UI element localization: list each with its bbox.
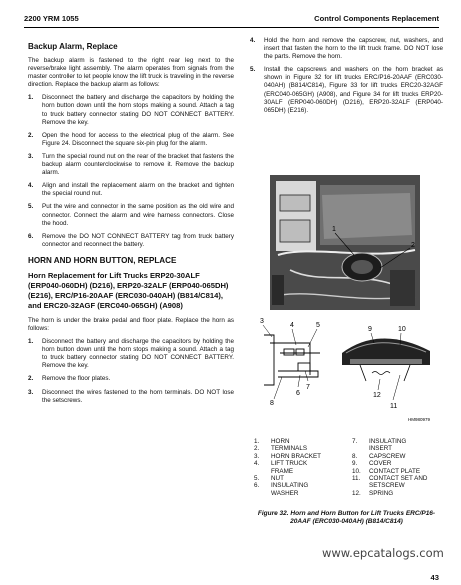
callout-9: 9 [368,326,372,333]
backup-step: 4. Align and install the replacement alarm on the bracket and tighten the special round nut. [28,182,234,198]
horn-steps [28,338,234,405]
figure-code: HM980979 [407,417,430,422]
horn-step: 3. Disconnect the wires fastened to the horn terminals. DO NOT lose the setscrews. [28,388,234,404]
legend-item: 8. CAPSCREW [352,452,406,460]
callout-10: 10 [398,326,406,333]
horn-section-heading: HORN AND HORN BUTTON, REPLACE [28,255,177,265]
legend-item: 4. LIFT TRUCK FRAME [254,460,308,475]
legend-item: 5. NUT [254,475,284,483]
legend-item: 2. TERMINALS [254,445,308,453]
backup-step: 5. Put the wire and connector in the same position as the old wire and connector. Connect the alarm and wire harness connectors. Close the hood. [28,203,234,227]
callout-3: 3 [260,318,264,325]
legend-item: 11. CONTACT SET AND SETSCREW [352,475,428,490]
callout-8: 8 [270,400,274,407]
backup-step: 2. Open the hood for access to the electrical plug of the alarm. See Figure 24. Disconnect the square six-pin plug for the alarm. [28,131,234,147]
page-number: 43 [430,573,439,582]
legend-right [352,438,448,497]
legend-item: 6. INSULATING WASHER [254,482,309,497]
backup-alarm-heading: Backup Alarm, Replace [28,42,118,51]
callout-7: 7 [306,384,310,391]
horn-intro: The horn is under the brake pedal and floor plate. Replace the horn as follows: [28,316,234,332]
horn-subheading: Horn Replacement for Lift Trucks ERP20-30ALF (ERP040-060DH) (D216), ERP20-32ALF (ERP040-065DH) (E216), ERC/P16-20AAF (ERC030-040AH) (B814/C814), and ERC20-32AGF (ERC040-065GH) (A908) [28,270,229,310]
section-title: Control Components Replacement [314,14,439,23]
page-header [24,14,439,26]
horn-step: 2. Remove the floor plates. [28,375,111,383]
legend-item: 9. COVER [352,460,392,468]
horn-step: 5. Install the capscrews and washers on the horn bracket as shown in Figure 32 for lift trucks ERC/P16-20AAF (ERC030-040AH) (B814/C814), Figure 33 for lift trucks ERC20-32AGF (ERC040-065GH) (A908), and Figure 34 for lift trucks ERP20-30ALF (ERP040-060DH) (D216), ERP20-32ALF (ERP040-065DH) (E216). [250,66,443,114]
backup-step: 6. Remove the DO NOT CONNECT BATTERY tag from truck battery connector and reconnect the battery. [28,232,234,248]
legend-item: 1. HORN [254,438,290,445]
watermark: www.epcatalogs.com [322,546,444,560]
horn-photo [270,175,420,310]
callout-11: 11 [390,403,398,410]
backup-step: 3. Turn the special round nut on the rear of the bracket that fastens the backup alarm counterclockwise to remove it. Remove the backup alarm. [28,152,234,177]
backup-step: 1. Disconnect the battery and discharge the capacitors by holding the horn button down until the horn stops making a sound. Attach a tag to truck battery connector stating DO NOT CONNECT BATTERY. Remove the key. [28,94,234,126]
legend-item: 7. INSULATING INSERT [352,438,407,453]
callout-2: 2 [411,242,415,249]
backup-alarm-intro: The backup alarm is fastened to the right rear leg next to the reverse/brake light assembly. The alarm operates from signals from the master controller to let people know the lift truck is traveling in the reverse direction. Replace the backup alarm as follows: [28,57,234,89]
callout-4: 4 [290,322,294,329]
legend-item: 3. HORN BRACKET [254,452,322,460]
horn-figure [250,175,443,425]
legend-item: 10. CONTACT PLATE [352,467,421,475]
horn-step: 1. Disconnect the battery and discharge the capacitors by holding the horn button down until the horn stops making a sound. Attach a tag to truck battery connector stating DO NOT CONNECT BATTERY. Remove the key. [28,338,234,370]
horn-step: 4. Hold the horn and remove the capscrew, nut, washers, and insert that fasten the horn to the lift truck frame. DO NOT lose the parts. Remove the horn. [250,37,443,61]
callout-5: 5 [316,322,320,329]
callout-1: 1 [332,226,336,233]
left-column [28,37,234,410]
legend-left [254,438,350,497]
callout-6: 6 [296,390,300,397]
backup-alarm-steps [28,94,234,249]
horn-button-diagram [342,338,430,381]
horn-bracket-diagram [264,335,320,385]
manual-code: 2200 YRM 1055 [24,14,79,23]
figure-caption: Figure 32. Horn and Horn Button for Lift Trucks ERC/P16-20AAF (ERC030-040AH) (B814/C814) [257,510,436,525]
header-rule [24,27,439,28]
right-column [250,37,443,120]
legend-item: 12. SPRING [352,489,394,497]
callout-12: 12 [373,392,381,399]
